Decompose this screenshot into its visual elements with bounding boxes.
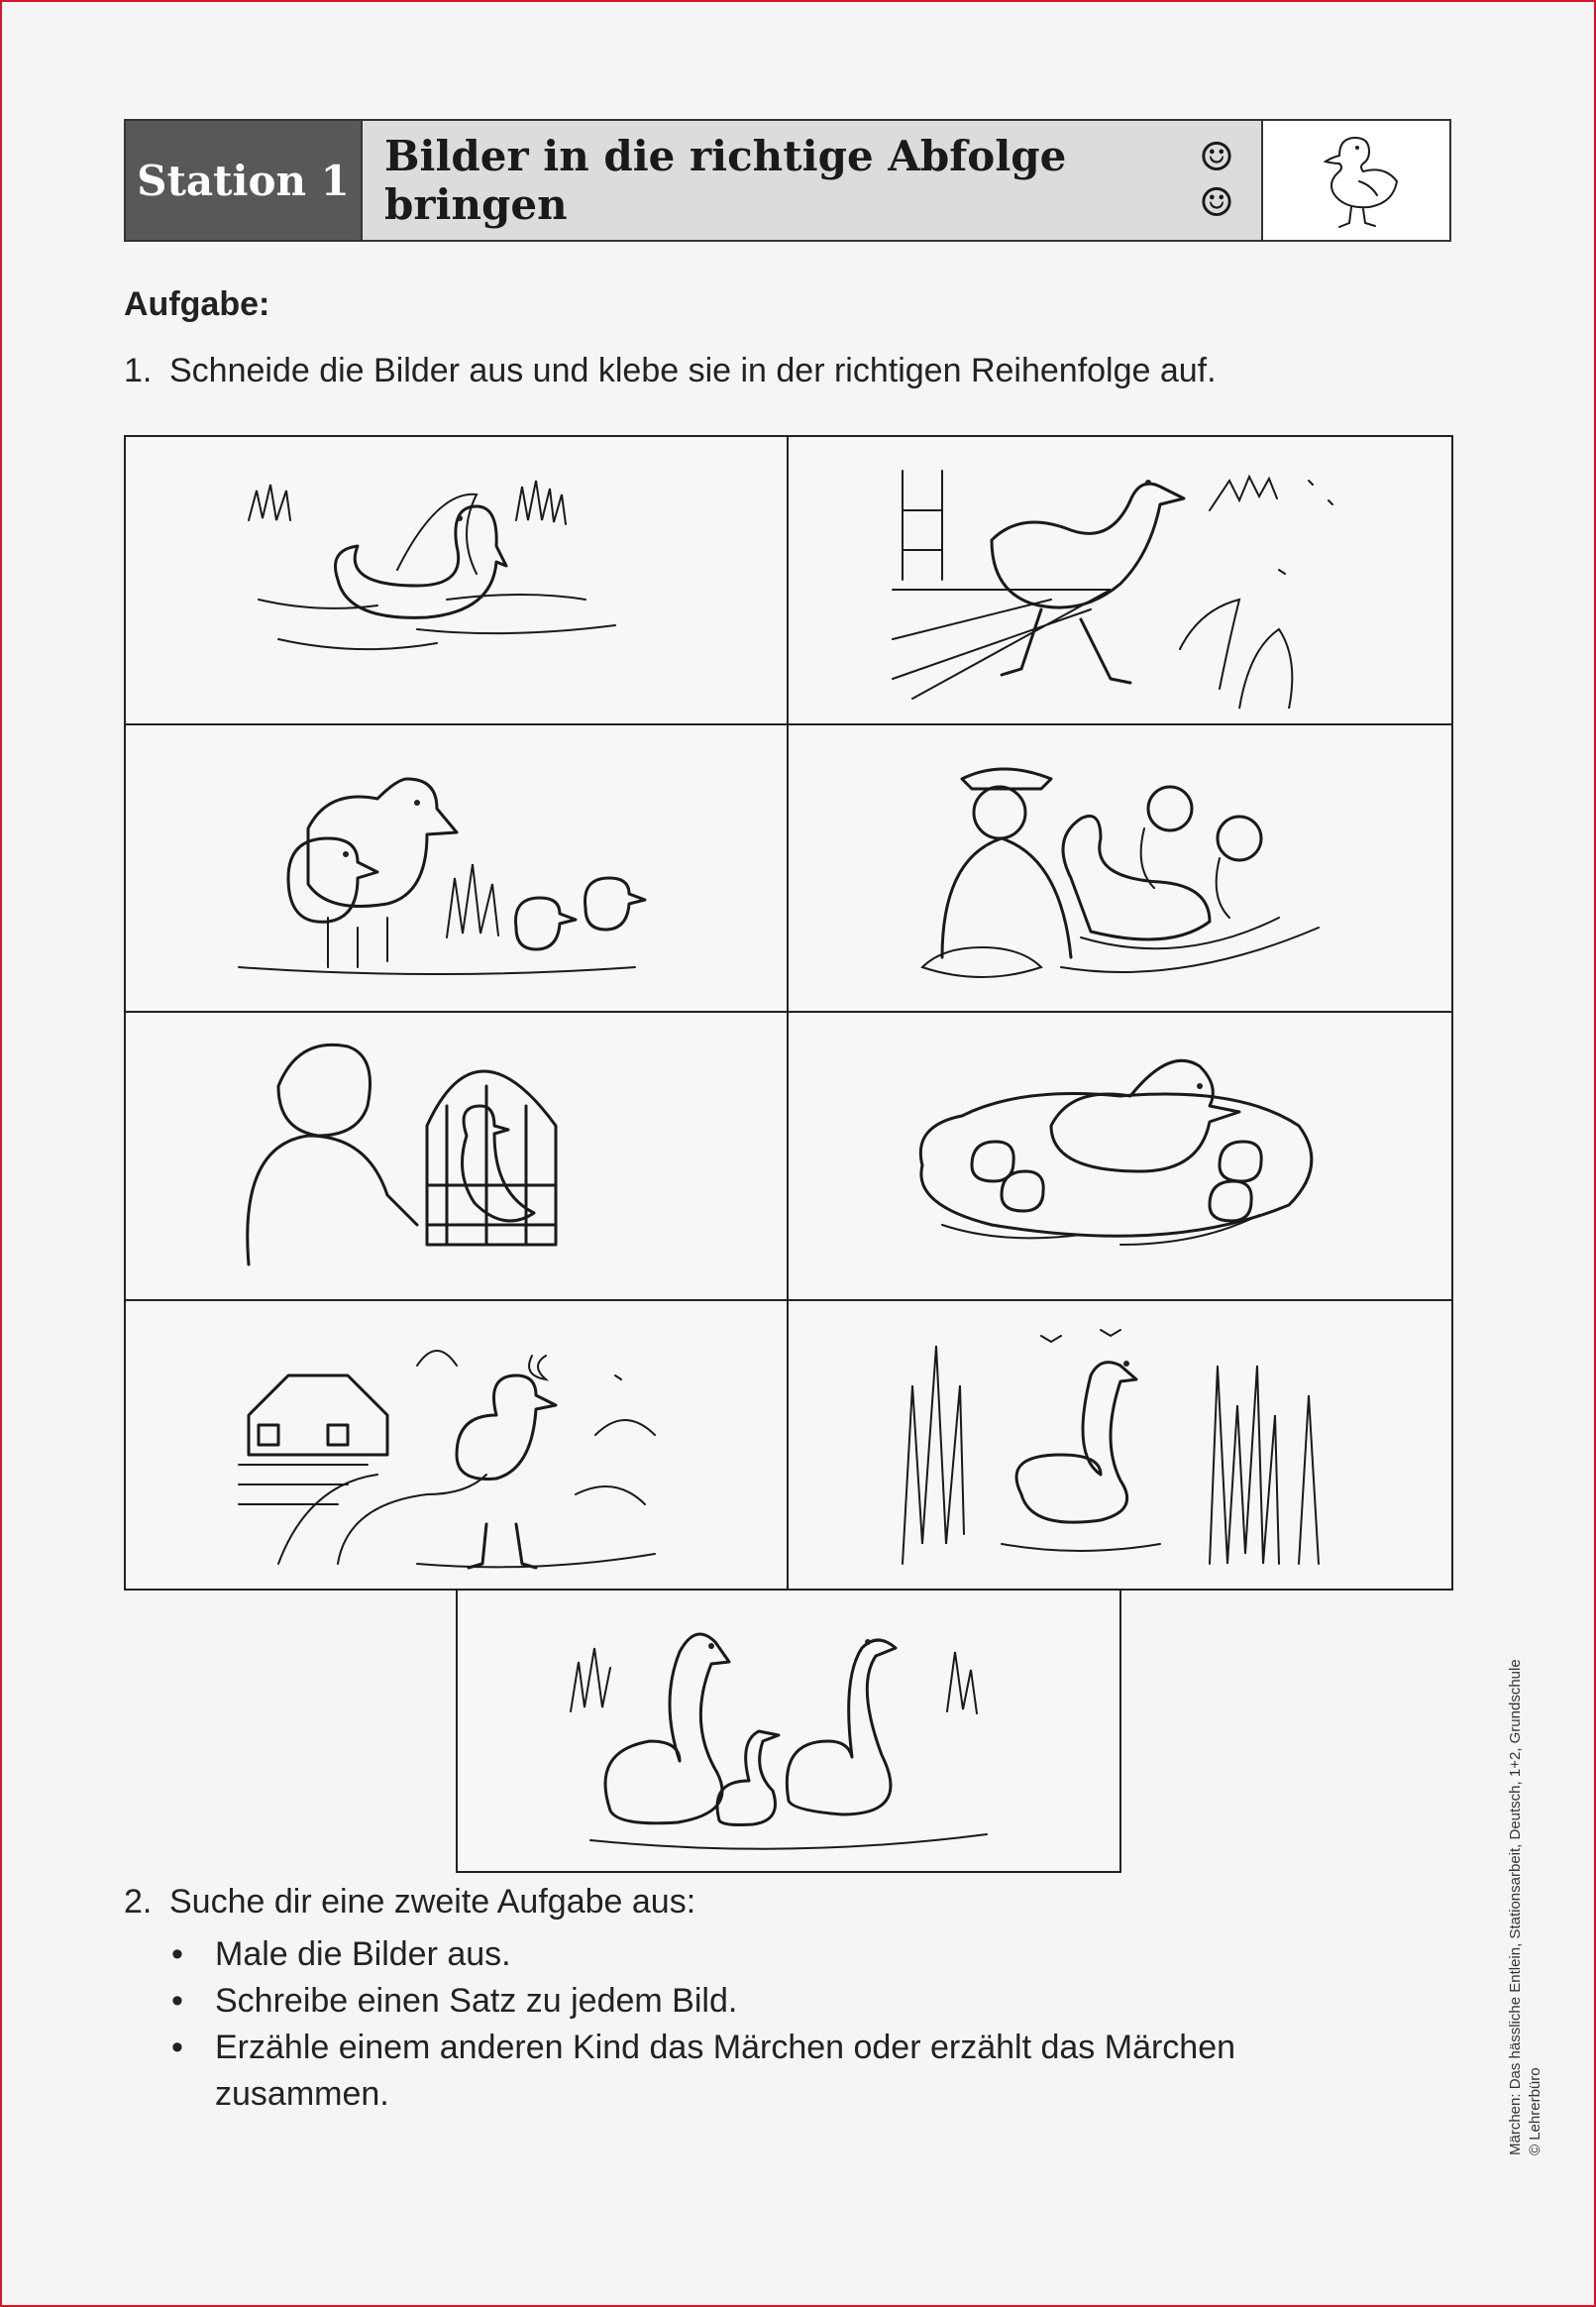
task-options-list: [124, 1931, 1412, 2118]
duckling-leaving-house-picture: [789, 437, 1451, 725]
farmer-with-children-and-duckling-picture: [789, 725, 1451, 1014]
task-heading: Aufgabe:: [124, 285, 270, 323]
task-step-2: [124, 1883, 1412, 2118]
copyright-line: © Lehrerbüro: [1527, 2067, 1543, 2155]
duckling-icon: [1263, 121, 1449, 240]
duck-nest-with-ducklings-picture: [789, 1013, 1451, 1301]
step-text: Schneide die Bilder aus und klebe sie in der richtigen Reihenfolge auf.: [169, 352, 1217, 389]
list-item: • Schreibe einen Satz zu jedem Bild.: [169, 1978, 1412, 2025]
old-woman-with-caged-duckling-picture: [126, 1013, 789, 1301]
difficulty-smileys: ☺☺: [1198, 135, 1234, 226]
step-number: 2.: [124, 1883, 153, 1921]
step-number: 1.: [124, 352, 153, 389]
swan-among-reeds-picture: [789, 1301, 1451, 1590]
source-line: Märchen: Das hässliche Entlein, Stationsarbeit, Deutsch, 1+2, Grundschule: [1507, 1659, 1524, 2155]
picture-grid: [124, 435, 1453, 1591]
station-label: Station 1: [126, 121, 363, 240]
station-title: Bilder in die richtige Abfolge bringen: [384, 132, 1067, 229]
swan-family-picture: [456, 1589, 1121, 1873]
copyright-note: [1506, 1659, 1545, 2155]
step-text: Suche dir eine zweite Aufgabe aus:: [169, 1883, 696, 1921]
station-header: [124, 119, 1451, 242]
task-step-1: [124, 352, 1217, 390]
duck-family-walking-picture: [126, 725, 789, 1014]
list-item: • Erzähle einem anderen Kind das Märchen oder erzählt das Märchen zusammen.: [169, 2025, 1412, 2118]
swan-on-pond-picture: [126, 437, 789, 725]
list-item: • Male die Bilder aus.: [169, 1931, 1412, 1978]
duckling-by-farmhouse-at-night-picture: [126, 1301, 789, 1590]
station-title-box: [363, 121, 1263, 240]
